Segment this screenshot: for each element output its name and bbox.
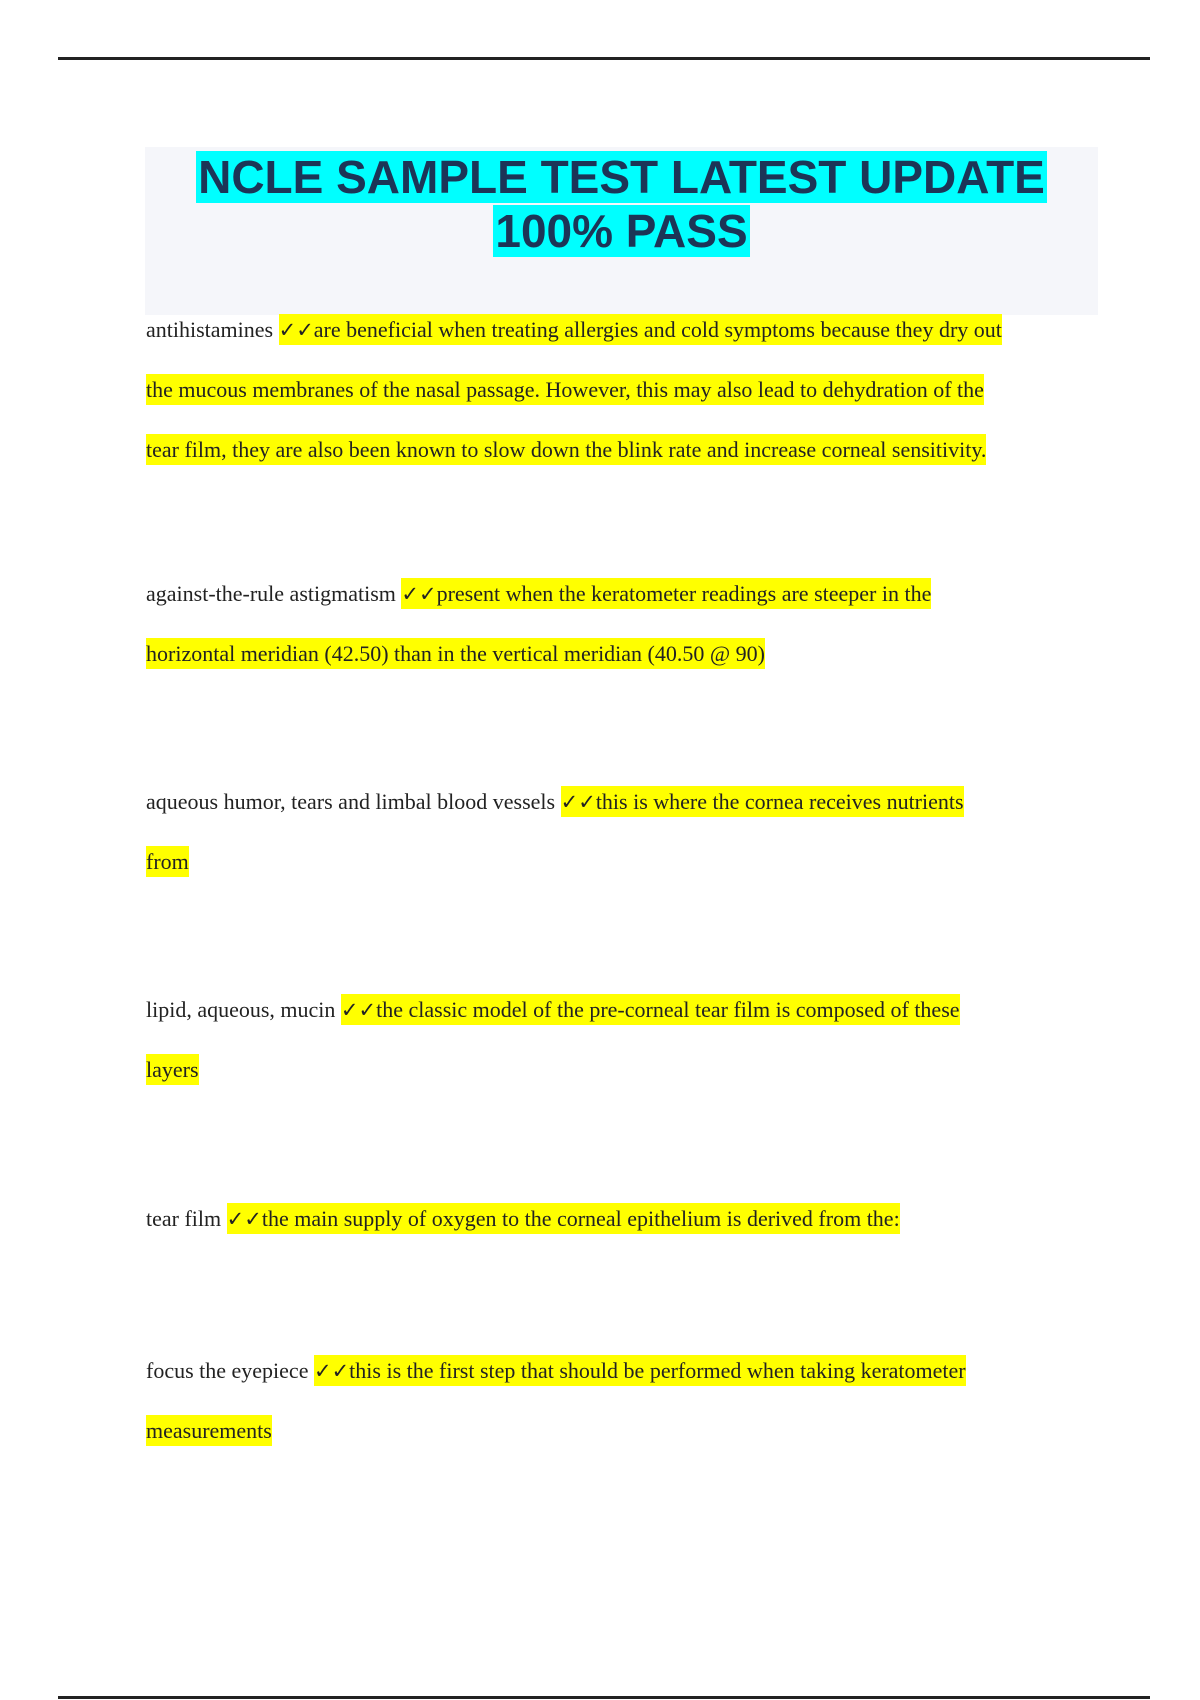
entry-definition [401, 578, 931, 609]
entry-definition [561, 786, 964, 817]
entry-definition [146, 846, 189, 877]
flashcard-entry [146, 1354, 1106, 1474]
entry-definition [146, 1415, 272, 1446]
bottom-divider [58, 1696, 1150, 1699]
definition-text: present when the keratometer readings are steeper in the [436, 581, 932, 606]
definition-text: this is the first step that should be performed when taking keratometer [349, 1358, 966, 1383]
entry-line [146, 1053, 1106, 1113]
double-check-icon: ✓✓ [226, 1207, 262, 1231]
double-check-icon: ✓✓ [340, 998, 377, 1022]
flashcard-entry [146, 785, 1106, 905]
entry-term: against-the-rule astigmatism [146, 581, 396, 606]
top-divider [58, 57, 1150, 60]
double-check-icon: ✓✓ [560, 790, 596, 814]
definition-text: measurements [146, 1418, 272, 1443]
definition-text: the mucous membranes of the nasal passage. However, this may also lead to dehydration of the [146, 377, 984, 402]
entry-line [146, 577, 1106, 637]
entry-line [146, 1202, 1106, 1262]
definition-text: layers [146, 1057, 199, 1082]
flashcard-entry [146, 577, 1106, 697]
definition-text: horizontal meridian (42.50) than in the vertical meridian (40.50 @ 90) [146, 641, 765, 666]
entry-definition [146, 434, 986, 465]
entry-line [146, 785, 1106, 845]
entry-term: tear film [146, 1206, 222, 1231]
entry-definition [314, 1355, 966, 1386]
entry-definition [146, 1054, 199, 1085]
definition-text: the main supply of oxygen to the corneal epithelium is derived from the: [261, 1206, 900, 1231]
entry-definition [146, 374, 984, 405]
title-line-1: NCLE SAMPLE TEST LATEST UPDATE [198, 151, 1045, 203]
entry-line [146, 637, 1106, 697]
definition-text: are beneficial when treating allergies and cold symptoms because they dry out [313, 317, 1002, 342]
entry-term: antihistamines [146, 317, 274, 342]
entry-definition [279, 314, 1002, 345]
entry-definition [146, 638, 765, 669]
double-check-icon: ✓✓ [401, 582, 437, 606]
entry-line [146, 373, 1106, 433]
flashcard-entry [146, 1202, 1106, 1262]
entry-definition [227, 1203, 900, 1234]
definition-text: tear film, they are also been known to slow down the blink rate and increase corneal sensitivity. [146, 437, 987, 462]
flashcard-entry [146, 993, 1106, 1113]
entry-line [146, 845, 1106, 905]
definition-text: this is where the cornea receives nutrients [595, 789, 964, 814]
definition-text: from [146, 849, 189, 874]
document-title [145, 147, 1098, 258]
entry-term: aqueous humor, tears and limbal blood vessels [146, 789, 556, 814]
double-check-icon: ✓✓ [278, 318, 314, 342]
entry-line [146, 1354, 1106, 1414]
entry-term: lipid, aqueous, mucin [146, 997, 336, 1022]
title-block [145, 147, 1098, 315]
definition-text: the classic model of the pre-corneal tear film is composed of these [376, 997, 960, 1022]
entry-definition [341, 994, 960, 1025]
double-check-icon: ✓✓ [313, 1359, 350, 1383]
entry-line [146, 313, 1106, 373]
title-line-2: 100% PASS [495, 205, 748, 257]
entry-line [146, 1414, 1106, 1474]
entry-term: focus the eyepiece [146, 1358, 309, 1383]
entry-line [146, 993, 1106, 1053]
flashcard-entry [146, 313, 1106, 493]
entry-line [146, 433, 1106, 493]
